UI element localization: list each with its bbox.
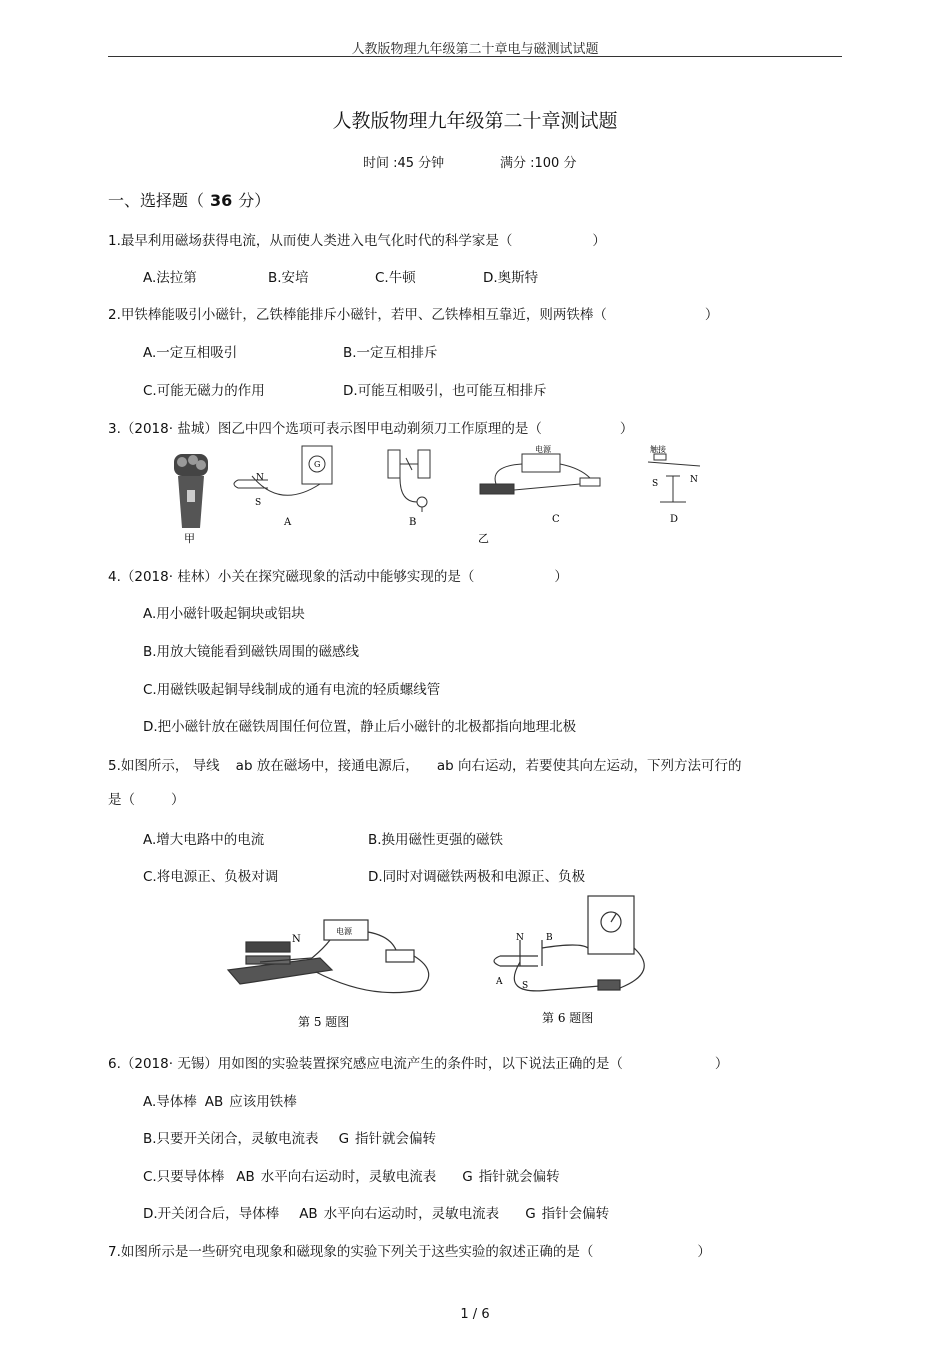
- fig6-label-s: S: [522, 981, 529, 991]
- q6-option-c: C.只要导体棒 AB 水平向右运动时，灵敏电流表 G 指针就会偏转: [143, 1169, 560, 1185]
- q4-stem: 4.（2018· 桂林）小关在探究磁现象的活动中能够实现的是（: [108, 569, 475, 585]
- q5-line2: 是（: [108, 792, 135, 808]
- exam-score: 满分 :100 分: [500, 156, 577, 171]
- fig5-label-n: N: [292, 934, 301, 945]
- fig-label-c: C: [552, 514, 560, 525]
- q5-q6-figures: [220, 892, 660, 1032]
- fig5-label-power: 电源: [336, 927, 352, 936]
- q6-option-a: A.导体棒 AB 应该用铁棒: [143, 1094, 297, 1110]
- q5-stem-c: 向右运动，若要使其向左运动，下列方法可行的: [457, 758, 742, 774]
- fig-b-apparatus: [388, 450, 430, 512]
- q5-option-c: C.将电源正、负极对调: [143, 869, 279, 885]
- q4-option-b: B.用放大镜能看到磁铁周围的磁感线: [143, 644, 360, 660]
- q2-option-c: C.可能无磁力的作用: [143, 383, 265, 399]
- q5-option-d: D.同时对调磁铁两极和电源正、负极: [368, 869, 586, 885]
- exam-time: 时间 :45 分钟: [363, 156, 445, 171]
- question-1: [108, 229, 606, 249]
- q6-option-b: B.只要开关闭合，灵敏电流表 G 指针就会偏转: [143, 1131, 437, 1147]
- fig-c-label-power: 电源: [535, 445, 551, 454]
- fig-d-label-n: N: [690, 475, 698, 485]
- q2-option-b: B.一定互相排斥: [343, 345, 438, 361]
- q4-close: ）: [554, 569, 568, 585]
- q7-close: ）: [697, 1244, 711, 1260]
- q2-option-a: A.一定互相吸引: [143, 345, 238, 361]
- running-header: 人教版物理九年级第二十章电与磁测试试题: [351, 42, 599, 57]
- q1-close: ）: [592, 233, 606, 249]
- q1-option-b: B.安培: [268, 270, 309, 286]
- section-heading: [108, 188, 270, 211]
- fig-c-apparatus: [480, 454, 600, 494]
- q7-stem: 7.如图所示是一些研究电现象和磁现象的实验下列关于这些实验的叙述正确的是（: [108, 1244, 594, 1260]
- q5-close: ）: [171, 792, 185, 808]
- fig5-apparatus: [228, 920, 429, 993]
- q4-option-c: C.用磁铁吸起铜导线制成的通有电流的轻质螺线管: [143, 682, 441, 698]
- header-rule: [108, 56, 842, 57]
- fig-label-a: A: [284, 517, 292, 528]
- q3-stem: 3.（2018· 盐城）图乙中四个选项可表示图甲电动剃须刀工作原理的是（: [108, 421, 542, 437]
- section-points: 36: [210, 191, 233, 210]
- section-prefix: 一、选择题（: [108, 191, 205, 210]
- q1-stem: 1.最早利用磁场获得电流，从而使人类进入电气化时代的科学家是（: [108, 233, 513, 249]
- question-7: [108, 1240, 711, 1260]
- page-number: 1 / 6: [460, 1307, 490, 1322]
- fig6-label-n: N: [516, 933, 524, 943]
- q6-stem: 6.（2018· 无锡）用如图的实验装置探究感应电流产生的条件时，以下说法正确的是（: [108, 1056, 623, 1072]
- q6-option-d: D.开关闭合后，导体棒 AB 水平向右运动时，灵敏电流表 G 指针会偏转: [143, 1206, 610, 1222]
- q6-close: ）: [714, 1056, 729, 1072]
- page-title: 人教版物理九年级第二十章测试题: [332, 110, 618, 132]
- fig5-caption: 第 5 题图: [298, 1015, 350, 1029]
- question-3: [108, 417, 633, 437]
- q5-ab-1: ab: [235, 758, 253, 774]
- fig6-label-b: B: [546, 933, 553, 943]
- question-2: [108, 303, 718, 323]
- q4-option-a: A.用小磁针吸起铜块或铝块: [143, 606, 305, 622]
- fig-d-label-s: S: [652, 479, 659, 489]
- fig-a-apparatus: [234, 446, 332, 495]
- fig6-caption: 第 6 题图: [542, 1011, 594, 1025]
- q2-close: ）: [704, 307, 719, 323]
- fig-label-jia: 甲: [184, 532, 195, 545]
- fig6-label-a: A: [496, 977, 503, 987]
- fig-label-d: D: [670, 514, 679, 525]
- q5-stem-b: 放在磁场中，接通电源后，: [256, 758, 419, 774]
- question-5-line-2: [108, 788, 185, 808]
- fig-a-label-n: N: [256, 473, 264, 483]
- q2-stem: 2.甲铁棒能吸引小磁针，乙铁棒能排斥小磁针，若甲、乙铁棒相互靠近，则两铁棒（: [108, 307, 607, 323]
- q3-figure: [160, 440, 705, 545]
- question-4: [108, 565, 568, 585]
- q4-option-d: D.把小磁针放在磁铁周围任何位置，静止后小磁针的北极都指向地理北极: [143, 719, 577, 735]
- q5-ab-2: ab: [436, 758, 454, 774]
- q1-option-c: C.牛顿: [375, 270, 416, 286]
- fig-d-label-switch: 触接: [650, 445, 666, 454]
- fig-label-yi: 乙: [478, 532, 489, 545]
- fig-a-label-s: S: [255, 498, 262, 508]
- fig6-apparatus: [494, 896, 644, 991]
- section-suffix: 分）: [238, 191, 271, 210]
- question-5: [108, 754, 741, 774]
- q5-stem-a: 5.如图所示， 导线: [108, 758, 220, 774]
- q1-option-a: A.法拉第: [143, 270, 197, 286]
- shaver-illustration: [174, 454, 208, 528]
- q1-option-d: D.奥斯特: [483, 270, 539, 286]
- q2-option-d: D.可能互相吸引，也可能互相排斥: [343, 383, 547, 399]
- q3-close: ）: [619, 421, 634, 437]
- q5-option-a: A.增大电路中的电流: [143, 832, 265, 848]
- fig-a-label-g: G: [314, 460, 321, 469]
- q5-option-b: B.换用磁性更强的磁铁: [368, 832, 504, 848]
- question-6: [108, 1052, 728, 1072]
- fig-label-b: B: [409, 517, 417, 528]
